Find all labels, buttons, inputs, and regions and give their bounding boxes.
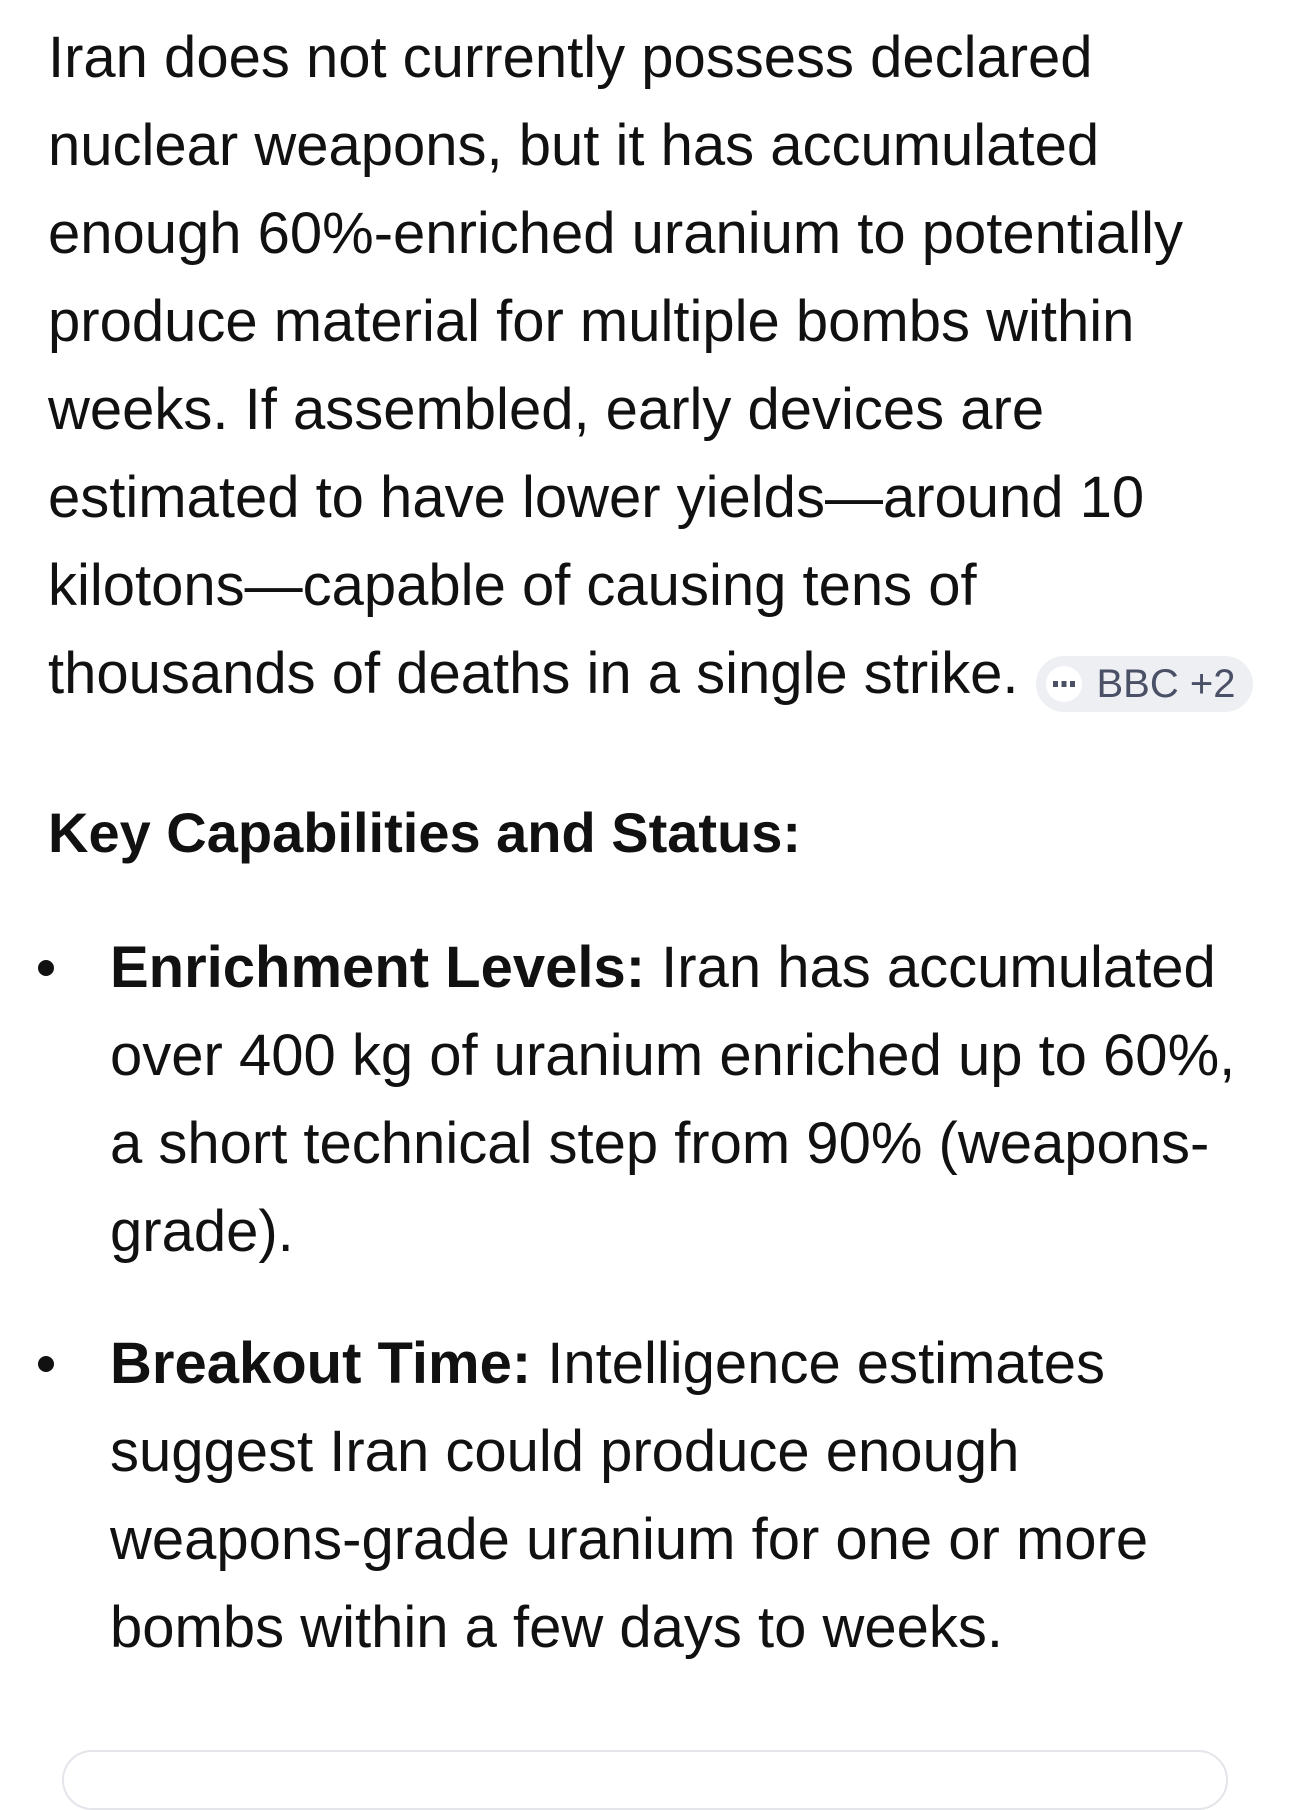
bullet-label: Breakout Time: <box>110 1331 532 1396</box>
bullet-icon <box>38 1356 54 1372</box>
answer-content <box>48 0 1258 1716</box>
intro-text: Iran does not currently possess declared nuclear weapons, but it has accumulated enough 60%-enriched uranium to potentially produce material for multiple bombs within weeks. If assembled, early devices are estimated to have lower yields—around 10 kilotons—capable of causing tens of thousands of deaths in a single strike. <box>48 25 1183 706</box>
capabilities-list <box>48 924 1258 1672</box>
bullet-label: Enrichment Levels: <box>110 935 646 1000</box>
section-heading: Key Capabilities and Status: <box>48 801 802 864</box>
list-item <box>48 1320 1258 1672</box>
bullet-icon <box>38 960 54 976</box>
bullet-text: Iran has accumulated over 400 kg of uranium enriched up to 60%, a short technical step from 90% (weapons-grade). <box>110 935 1236 1264</box>
source-chip-label: BBC +2 <box>1096 662 1236 706</box>
list-item <box>48 924 1258 1276</box>
bullet-text: Intelligence estimates suggest Iran could produce enough weapons-grade uranium for one or more bombs within a few days to weeks. <box>110 1331 1149 1660</box>
intro-paragraph <box>48 14 1258 718</box>
next-content-card <box>62 1750 1228 1810</box>
source-citation-chip[interactable] <box>1036 656 1253 712</box>
more-dots-icon <box>1046 666 1082 702</box>
